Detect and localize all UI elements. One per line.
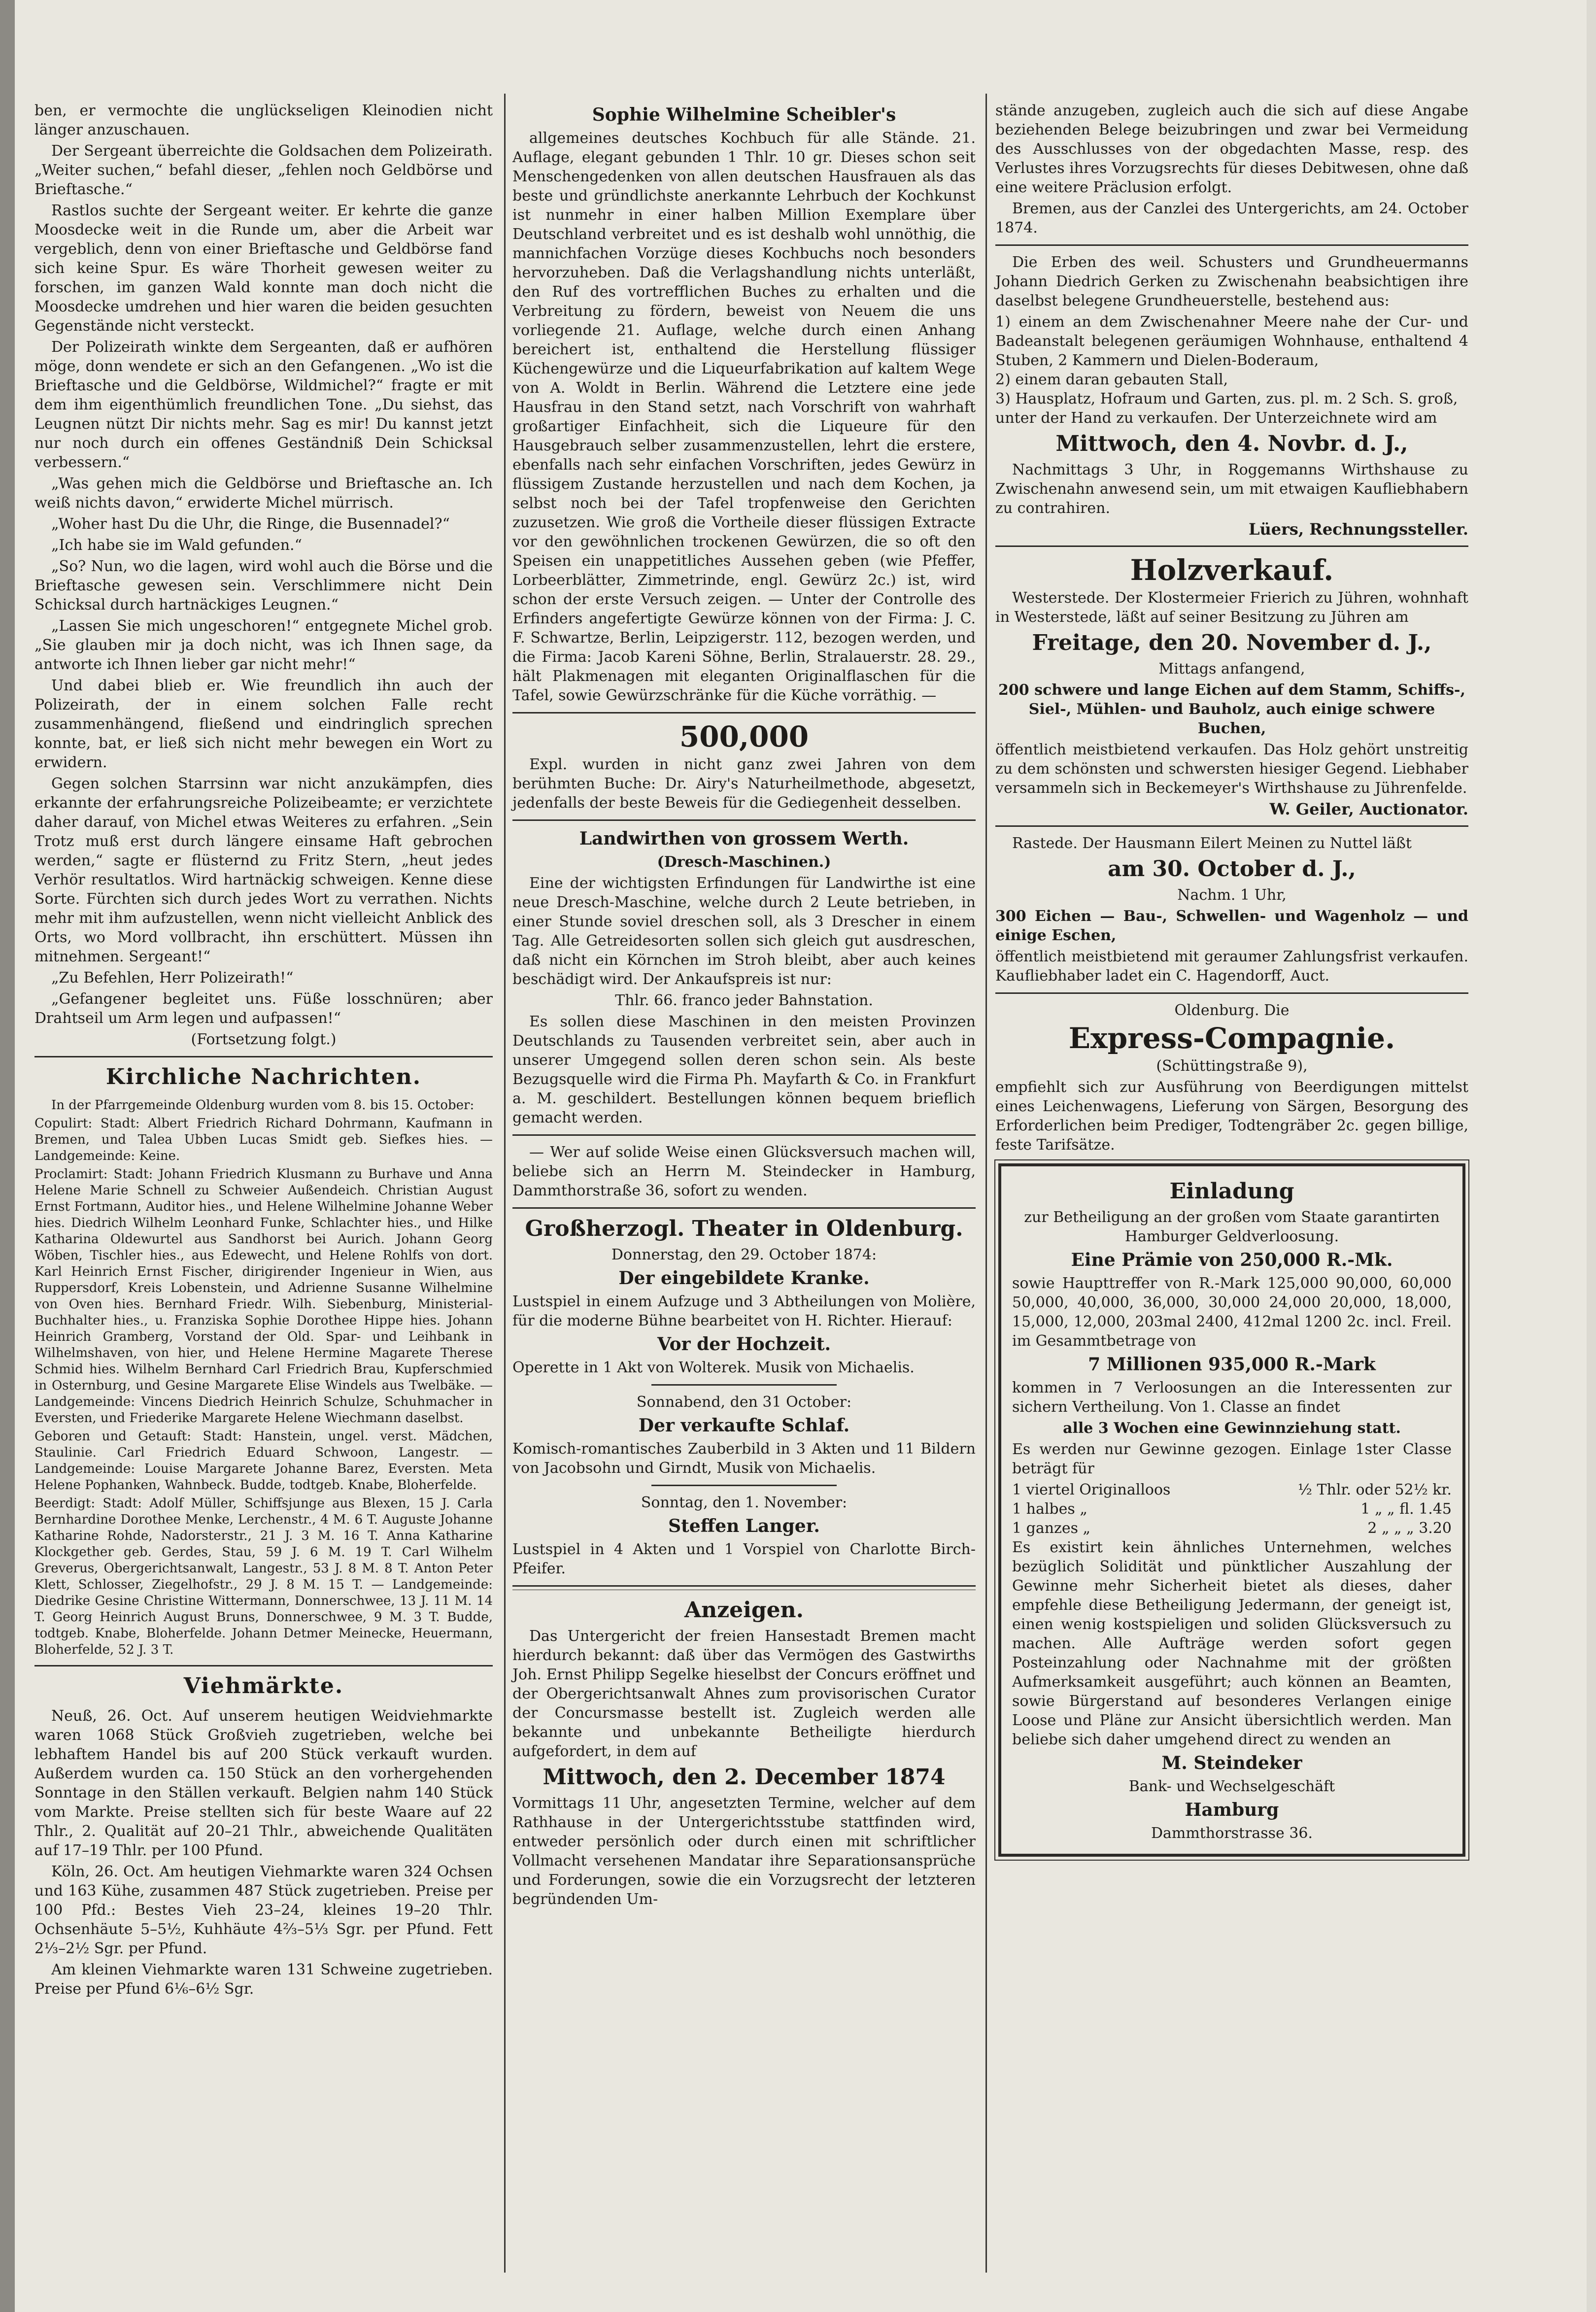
price-row — [1012, 1480, 1452, 1499]
express-text: empfiehlt sich zur Ausführung von Beerdigungen mittelst eines Leichenwagens, Lieferung von Särgen, Besorgung des Erforderlichen beim Prediger, Todtengräber 2c. gegen billige, feste Tarifsätze. — [995, 1079, 1468, 1154]
church-entry: Geboren und Getauft: Stadt: Hanstein, ungel. verst. Mädchen, Staulinie. Carl Friedrich Eduard Schwoon, Langestr. — Landgemeinde: Louise Margarete Johanne Barez, Eversten. Meta Helene Pophanken, Wahnbeck. Budde, todtgeb. Knabe, Bloherfelde. — [34, 1429, 493, 1493]
theater-title: Großherzogl. Theater in Oldenburg. — [525, 1216, 963, 1241]
cattle-market-heading: Viehmärkte. — [183, 1673, 344, 1699]
story-paragraph: Gegen solchen Starrsinn war nicht anzukämpfen, dies erkannte der erfahrungsreiche Polizeibeamte; er verzichtete daher darauf, von Michel etwas Weiteres zu erfahren. „Sein Trotz muß erst durch längere einsame Haft gebrochen werden,“ sagte er flüsternd zu Fritz Stern, „heut jedes Verhör resultatlos. Wird hartnäckig schweigen. Kenne diese Sorte. Fürchten sich durch jedes Wort zu verrathen. Nichts mehr mit ihm aufzustellen, wenn nicht vielleicht Anblick des Orts, wo Mord vollbracht, ihn erschüttert. Müssen ihn mitnehmen. Sergeant!“ — [34, 775, 493, 965]
divider — [651, 1485, 837, 1486]
lottery-total: 7 Millionen 935,000 R.-Mark — [1088, 1354, 1376, 1375]
story-paragraph: „Was gehen mich die Geldbörse und Brieftasche an. Ich weiß nichts davon,“ erwiderte Michel mürrisch. — [34, 475, 493, 511]
lottery-title: Einladung — [1169, 1179, 1294, 1204]
express-title: Express-Compagnie. — [1068, 1021, 1395, 1055]
section-rule — [995, 992, 1468, 994]
express-pre: Oldenburg. Die — [1174, 1002, 1290, 1019]
section-rule — [995, 545, 1468, 547]
gerken-items — [995, 312, 1468, 408]
court-date: Mittwoch, den 2. December 1874 — [543, 1765, 946, 1790]
section-rule — [34, 1056, 493, 1057]
list-item: 3) Hausplatz, Hofraum und Garten, zus. pl. m. 2 Sch. S. groß, — [995, 390, 1458, 408]
theater-play: Der verkaufte Schlaf. — [638, 1415, 850, 1436]
lottery-signature: M. Steindeker — [1161, 1753, 1302, 1773]
rastede-time: Nachm. 1 Uhr, — [1177, 886, 1287, 904]
theater-date: Donnerstag, den 29. October 1874: — [611, 1246, 877, 1263]
cattle-market-entry: Neuß, 26. Oct. Auf unserem heutigen Weidviehmarkte waren 1068 Stück Großvieh zugetrieben, welche bei lebhaftem Handel bis auf 200 Stück verkauft wurden. Außerdem wurden ca. 150 Stück an den vorhergehenden Sonntage in den Ställen verkauft. Belgien nahm 140 Stück vom Markte. Preise stellten sich für beste Waare auf 22 Thlr., 2. Qualität auf 20–21 Thlr., abweichende Qualitäten auf 17–19 Thlr. per 100 Pfund. — [34, 1707, 493, 1859]
court-signature: Bremen, aus der Canzlei des Untergerichts, am 24. October 1874. — [995, 200, 1468, 237]
price-row — [1012, 1499, 1452, 1519]
court-notice: Das Untergericht der freien Hansestadt Bremen macht hierdurch bekannt: daß über das Vermögen des Gastwirths Joh. Ernst Philipp Segelke hieselbst der Concurs eröffnet und der Obergerichtsanwalt Ahnes zum provisorischen Curator der Concursmasse bestellt ist. Zugleich werden alle bekannte und unbekannte Betheiligte hierdurch aufgefordert, in dem auf — [512, 1628, 976, 1760]
story-paragraph: Rastlos suchte der Sergeant weiter. Er kehrte die ganze Moosdecke weit in die Runde um, aber die Arbeit war vergeblich, denn von einer Brieftasche und Geldbörse fand sich keine Spur. Es wäre Thorheit gewesen weiter zu forschen, im ganzen Wald konnte man doch nicht die Moosdecke umdrehen und hier waren die beiden gesuchten Gegenstände nicht versteckt. — [34, 202, 493, 335]
price-value: 1 „ „ fl. 1.45 — [1360, 1500, 1452, 1518]
church-news — [34, 1097, 493, 1658]
cattle-market-entry: Am kleinen Viehmarkte waren 131 Schweine zugetrieben. Preise per Pfund 6⅙–6½ Sgr. — [34, 1961, 493, 1998]
lottery-text: Es werden nur Gewinne gezogen. Einlage 1ster Classe beträgt für — [1012, 1441, 1452, 1477]
steindecker-note: — Wer auf solide Weise einen Glücksversuch machen will, beliebe sich an Herrn M. Steindecker in Hamburg, Dammthorstraße 36, sofort zu wenden. — [512, 1144, 976, 1199]
church-news-heading: Kirchliche Nachrichten. — [105, 1064, 422, 1089]
column-rule — [504, 94, 506, 2273]
section-rule — [512, 1134, 976, 1136]
gerken-notice: Die Erben des weil. Schusters und Grundheuermanns Johann Diedrich Gerken zu Zwischenahn beabsichtigen ihre daselbst belegene Grundheuerstelle, bestehend aus: — [995, 254, 1468, 309]
theater-date: Sonntag, den 1. November: — [641, 1494, 848, 1511]
rastede-date: am 30. October d. J., — [1108, 856, 1356, 882]
gerken-date: Mittwoch, den 4. Novbr. d. J., — [1055, 431, 1408, 456]
list-item: 1) einem an dem Zwischenahner Meere nahe der Cur- und Badeanstalt belegenen geräumigen Wohnhause, enthaltend 4 Stuben, 2 Kammern und Dielen-Boderaum, — [995, 313, 1468, 369]
church-entry: Copulirt: Stadt: Albert Friedrich Richard Dohrmann, Kaufmann in Bremen, und Talea Ubben Lucas Smidt geb. Siefkes hies. — Landgemeinde: Keine. — [34, 1116, 493, 1163]
theater-description: Lustspiel in einem Aufzuge und 3 Abtheilungen von Molière, für die moderne Bühne bearbeitet von H. Richter. Hierauf: — [512, 1293, 976, 1329]
timber-sale-lot: 200 schwere und lange Eichen auf dem Stamm, Schiffs-, Siel-, Mühlen- und Bauholz, auch einige schwere Buchen, — [998, 681, 1465, 737]
section-rule — [34, 1665, 493, 1666]
section-rule — [995, 825, 1468, 827]
theater-description: Komisch-romantisches Zauberbild in 3 Akten und 11 Bildern von Jacobsohn und Girndt, Musik von Michaelis. — [512, 1440, 976, 1477]
list-item: 2) einem daran gebauten Stall, — [995, 371, 1228, 388]
timber-sale-heading: Holzverkauf. — [1130, 553, 1334, 587]
threshing-title: Landwirthen von grossem Werth. — [579, 828, 909, 849]
threshing-text: Eine der wichtigsten Erfindungen für Landwirthe ist eine neue Dresch-Maschine, welche durch 2 Leute betrieben, in einer Stunde soviel dreschen soll, als 3 Drescher in einem Tag. Alle Getreidesorten sollen sich gleich gut ausdreschen, daß nicht ein Körnchen im Stroh bleibt, aber auch keines beschädigt wird. Der Ankaufspreis ist nur: — [512, 875, 976, 988]
threshing-price: Thlr. 66. franco jeder Bahnstation. — [615, 992, 873, 1009]
lottery-price-list — [1012, 1480, 1452, 1538]
gerken-notice: Nachmittags 3 Uhr, in Roggemanns Wirthshause zu Zwischenahn anwesend sein, um mit etwaigen Kaufliebhabern zu contrahiren. — [995, 461, 1468, 517]
lottery-text: kommen in 7 Verloosungen an die Interessenten zur sichern Vertheilung. Von 1. Classe an findet — [1012, 1379, 1452, 1416]
gerken-notice: unter der Hand zu verkaufen. Der Unterzeichnete wird am — [995, 409, 1437, 427]
cookbook-title: Sophie Wilhelmine Scheibler's — [592, 104, 896, 125]
column-1 — [34, 101, 493, 2282]
theater-play: Steffen Langer. — [668, 1516, 820, 1536]
rastede-text: Rastede. Der Hausmann Eilert Meinen zu Nuttel läßt — [1012, 835, 1412, 852]
timber-sale-date: Freitage, den 20. November d. J., — [1032, 630, 1432, 655]
theater-play: Der eingebildete Kranke. — [618, 1268, 870, 1289]
lottery-text: zur Betheiligung an der großen vom Staate garantirten Hamburger Geldverloosung. — [1024, 1209, 1440, 1245]
column-2 — [512, 101, 976, 2282]
theater-description: Lustspiel in 4 Akten und 1 Vorspiel von Charlotte Birch-Pfeifer. — [512, 1541, 976, 1577]
lottery-text: Es existirt kein ähnliches Unternehmen, welches bezüglich Solidität und pünktlicher Auszahlung der Gewinne mehr Sicherheit bietet als dieses, daher empfehle diese Betheiligung Jedermann, der geneigt ist, einen wenig kostspieligen und soliden Glücksversuch zu machen. Alle Aufträge werden sofort gegen Posteinzahlung oder Nachnahme mit der größten Aufmerksamkeit ausgeführt; auch können an Beamten, sowie Bürgerstand auf besonderes Verlangen einige Loose und Pläne zur Ansicht übersichtlich werden. Man beliebe sich daher umgehend direct zu wenden an — [1012, 1539, 1452, 1748]
theater-date: Sonnabend, den 31 October: — [636, 1394, 852, 1411]
theater-play: Vor der Hochzeit. — [657, 1334, 831, 1355]
church-entry: Proclamirt: Stadt: Johann Friedrich Klusmann zu Burhave und Anna Helene Marie Schnell zu Schweier Außendeich. Christian August Ernst Fortmann, Auditor hies., und Helene Wilhelmine Johanne Weber hies. Diedrich Wilhelm Leonhard Funke, Schlachter hies., und Hilke Katharina Oldewurtel aus Sandhorst bei Aurich. Johann Georg Wöben, Tischler hies., aus Edewecht, und Helene Rohlfs von dort. Karl Heinrich Ernst Fischer, dirigirender Ingenieur in Wien, aus Ruppersdorf, Kreis Lobenstein, und Adrienne Susanne Wilhelmine von Oven hies. Bernhard Friedr. Wilh. Siebenburg, Ministerial-Buchhalter hies., u. Franziska Sophie Dorothee Hippe hies. Johann Heinrich Gramberg, Vorstand der Old. Spar- und Leihbank in Wilhelmshaven, von hier, und Helene Hermine Magarete Therese Schmid hies. Wilhelm Bernhard Carl Friedrich Brau, Kupferschmied in Osternburg, und Gesine Margarete Elise Windels aus Twelbäke. — Landgemeinde: Vincens Diedrich Heinrich Schulze, Schuhmacher in Eversten, und Friederike Margarete Helene Wiechmann daselbst. — [34, 1167, 493, 1426]
section-rule — [512, 1207, 976, 1209]
airy-text: Expl. wurden in nicht ganz zwei Jahren von dem berühmten Buche: Dr. Airy's Naturheilmethode, abgesetzt, jedenfalls der beste Beweis für die Gediegenheit desselben. — [512, 756, 976, 812]
lottery-signature-line: Bank- und Wechselgeschäft — [1128, 1778, 1335, 1795]
express-address: (Schüttingstraße 9), — [1156, 1057, 1308, 1075]
lottery-signature-city: Hamburg — [1185, 1800, 1279, 1820]
cookbook-text: allgemeines deutsches Kochbuch für alle Stände. 21. Auflage, elegant gebunden 1 Thlr. 10 gr. Dieses schon seit Menschengedenken von allen deutschen Hausfrauen als das beste und gründlichste anerkannte Lehrbuch der Kochkunst ist nunmehr in einer halben Million Exemplare über Deutschland verbreitet und es ist deshalb wohl unnöthig, die mannichfachen Vorzüge dieses Kochbuchs noch besonders hervorzuheben. Daß die Verlagshandlung nichts unterläßt, den Ruf des vortrefflichen Buches zu erhalten und die Verbreitung zu fördern, beweist von Neuem die uns vorliegende 21. Auflage, welche durch einen Anhang bereichert ist, enthaltend die Herstellung flüssiger Küchengewürze und die Liqueurfabrikation auf kaltem Wege von A. Woldt in Berlin. Während die Letztere eine jede Hausfrau in den Stand setzt, nach Vorschrift von wahrhaft großartiger Einfachheit, sich die Liqueure für den Hausgebrauch selber zusammenzustellen, lehrt die erstere, ebenfalls nach sehr einfachen Vorschriften, jedes Gewürz in flüssigem Zustande herzustellen und nach dem Kochen, ja selbst noch bei der Tafel tropfenweise den Gerichten zuzusetzen. Wie groß die Vortheile dieser flüssigen Extracte vor den gewöhnlichen trockenen Gewürzen, die so oft den Speisen ein unappetitliches Aussehen geben (wie Pfeffer, Lorbeerblätter, Zimmetrinde, engl. Gewürz 2c.) ist, wird schon der erste Versuch zeigen. — Unter der Controlle des Erfinders angefertigte Gewürze können von der Firma: J. C. F. Schwartze, Berlin, Leipzigerstr. 112, bezogen werden, und die Firma: Jacob Kareni Söhne, Berlin, Stralauerstr. 28. 29., hält Plakmenagen mit eleganten Originalflaschen für die Tafel, sowie Gewürzschränke für die Küche vorräthig. — — [512, 130, 976, 704]
lottery-signature-address: Dammthorstrasse 36. — [1151, 1825, 1313, 1842]
lottery-text: sowie Haupttreffer von R.-Mark 125,000 90,000, 60,000 50,000, 40,000, 36,000, 30,000 24,000 20,000, 18,000, 15,000, 12,000, 203mal 2400, 412mal 1200 2c. incl. Freil. im Gesammtbetrage von — [1012, 1275, 1452, 1350]
price-label: 1 ganzes „ — [1012, 1520, 1091, 1537]
timber-sale-text: öffentlich meistbietend verkaufen. Das Holz gehört unstreitig zu dem schönsten und schwersten hiesiger Gegend. Liebhaber versammeln sich in Beckemeyer's Wirthshause zu Jührenfelde. — [995, 741, 1468, 797]
airy-number: 500,000 — [679, 720, 809, 753]
rastede-text: öffentlich meistbietend mit geraumer Zahlungsfrist verkaufen. Kaufliebhaber ladet ein C. Hagendorff, Auct. — [995, 948, 1468, 985]
timber-sale-time: Mittags anfangend, — [1158, 660, 1305, 678]
adjacent-page-edge — [0, 0, 15, 2312]
story-paragraph: „Gefangener begleitet uns. Füße losschnüren; aber Drahtseil um Arm legen und aufpassen!“ — [34, 990, 493, 1027]
column-3 — [995, 101, 1468, 2282]
lottery-frequency: alle 3 Wochen eine Gewinnziehung statt. — [1063, 1420, 1401, 1437]
theater-description: Operette in 1 Akt von Wolterek. Musik von Michaelis. — [512, 1359, 915, 1376]
continuation-note: (Fortsetzung folgt.) — [191, 1031, 337, 1048]
price-label: 1 viertel Originalloos — [1012, 1481, 1171, 1498]
story-paragraph: „Zu Befehlen, Herr Polizeirath!“ — [51, 969, 294, 986]
story-paragraph: „Lassen Sie mich ungeschoren!“ entgegnete Michel grob. „Sie glauben mir ja doch nicht, was ich Ihnen sage, da antworte ich Ihnen lieber gar nicht mehr!“ — [34, 617, 493, 673]
section-rule — [512, 1585, 976, 1590]
story-paragraph: Der Polizeirath winkte dem Sergeanten, daß er aufhören möge, donn wendete er sich an den Gefangenen. „Wo ist die Brieftasche und die Geldbörse, Wildmichel?“ fragte er mit dem ihm eigenthümlich freundlichen Tone. „Du siehst, das Leugnen nützt Dir nichts mehr. Sag es mir! Du kannst jetzt nur noch durch ein offenes Geständniß Dein Schicksal verbessern.“ — [34, 339, 493, 471]
gerken-signature: Lüers, Rechnungssteller. — [1248, 520, 1468, 539]
price-value: ½ Thlr. oder 52½ kr. — [1297, 1481, 1452, 1498]
section-rule — [512, 712, 976, 714]
story-paragraph: „Ich habe sie im Wald gefunden.“ — [51, 537, 302, 554]
lottery-prize: Eine Prämie von 250,000 R.-Mk. — [1071, 1250, 1393, 1270]
story-paragraph: „So? Nun, wo die lagen, wird wohl auch die Börse und die Brieftasche gewesen sein. Verschlimmere nicht Dein Schicksal durch hartnäckiges Leugnen.“ — [34, 558, 493, 613]
price-label: 1 halbes „ — [1012, 1500, 1087, 1518]
cattle-market-entry: Köln, 26. Oct. Am heutigen Viehmarkte waren 324 Ochsen und 163 Kühe, zusammen 487 Stück zugetrieben. Preise per 100 Pfd.: Bestes Vieh 23–24, kleines 19–20 Thlr. Ochsenhäute 5–5½, Kuhhäute 4⅔–5⅓ Sgr. per Pfund. Fett 2⅓–2½ Sgr. per Pfund. — [34, 1863, 493, 1957]
story-paragraph: Der Sergeant überreichte die Goldsachen dem Polizeirath. „Weiter suchen,“ befahl dieser, „fehlen noch Geldbörse und Brieftasche.“ — [34, 142, 493, 198]
story-paragraph: ben, er vermochte die unglückseligen Kleinodien nicht länger anzuschauen. — [34, 102, 493, 138]
section-rule — [512, 819, 976, 821]
divider — [651, 1384, 837, 1386]
lottery-ad — [998, 1163, 1465, 1857]
threshing-text: Es sollen diese Maschinen in den meisten Provinzen Deutschlands zu Tausenden verbreitet sein, aber auch in unserer Umgegend sollen deren schon sein. Als beste Bezugsquelle wird die Firma Ph. Mayfarth & Co. in Frankfurt a. M. geschildert. Bestellungen können bequem brieflich gemacht werden. — [512, 1013, 976, 1126]
serial-story — [34, 101, 493, 1049]
threshing-subtitle: (Dresch-Maschinen.) — [657, 853, 831, 871]
price-value: 2 „ „ „ 3.20 — [1367, 1520, 1452, 1537]
court-notice: Vormittags 11 Uhr, angesetzten Termine, welcher auf dem Rathhause in der Untergerichtsstube stattfinden wird, entweder persönlich oder durch einen mit schriftlicher Vollmacht versehenen Mandatar ihre Separationsansprüche und Forderungen, sowie die ein Vorzugsrecht der letzteren begründenden Um- — [512, 1795, 976, 1908]
newspaper-page — [15, 0, 1587, 2312]
church-entry: Beerdigt: Stadt: Adolf Müller, Schiffsjunge aus Blexen, 15 J. Carla Bernhardine Dorothee Menke, Lerchenstr., 4 M. 6 T. Auguste Johanne Katharine Rohde, Nadorsterstr., 21 J. 3 M. 16 T. Anna Katharine Klockgether geb. Gerdes, Stau, 59 J. 6 M. 19 T. Carl Wilhelm Greverus, Obergerichtsanwalt, Langestr., 53 J. 8 M. 8 T. Anton Peter Klett, Schlosser, Ziegelhofstr., 29 J. 8 M. 15 T. — Landgemeinde: Diedrike Gesine Christine Wittermann, Donnerschwee, 13 J. 11 M. 14 T. Georg Heinrich August Bruns, Donnerschwee, 9 M. 3 T. Budde, todtgeb. Knabe, Bloherfelde. Johann Detmer Meinecke, Heuermann, Bloherfelde, 52 J. 3 T. — [34, 1496, 493, 1657]
ads-heading: Anzeigen. — [684, 1598, 804, 1623]
price-row — [1012, 1519, 1452, 1538]
column-rule — [985, 94, 987, 2273]
rastede-lot: 300 Eichen — Bau-, Schwellen- und Wagenholz — und einige Eschen, — [995, 908, 1468, 944]
timber-sale-text: Westerstede. Der Klostermeier Frierich zu Jühren, wohnhaft in Westerstede, läßt auf seiner Besitzung zu Jühren am — [995, 589, 1468, 626]
story-paragraph: „Woher hast Du die Uhr, die Ringe, die Busennadel?“ — [51, 515, 450, 533]
timber-sale-signature: W. Geiler, Auctionator. — [1269, 800, 1468, 818]
court-notice-cont: stände anzugeben, zugleich auch die sich auf diese Angabe beziehenden Belege beizubringen und zwar bei Vermeidung des Ausschlusses von der obgedachten Masse, resp. des Verlustes ihres Vorzugsrechts für dieses Debitwesen, ohne daß eine weitere Präclusion erfolgt. — [995, 102, 1468, 196]
story-paragraph: Und dabei blieb er. Wie freundlich ihn auch der Polizeirath, der in einem solchen Falle recht zusammenhängend, fließend und eindringlich sprechen konnte, bat, er ließ sich nicht mehr bewegen ein Wort zu erwidern. — [34, 677, 493, 771]
church-intro: In der Pfarrgemeinde Oldenburg wurden vom 8. bis 15. October: — [51, 1098, 475, 1113]
section-rule — [995, 244, 1468, 246]
